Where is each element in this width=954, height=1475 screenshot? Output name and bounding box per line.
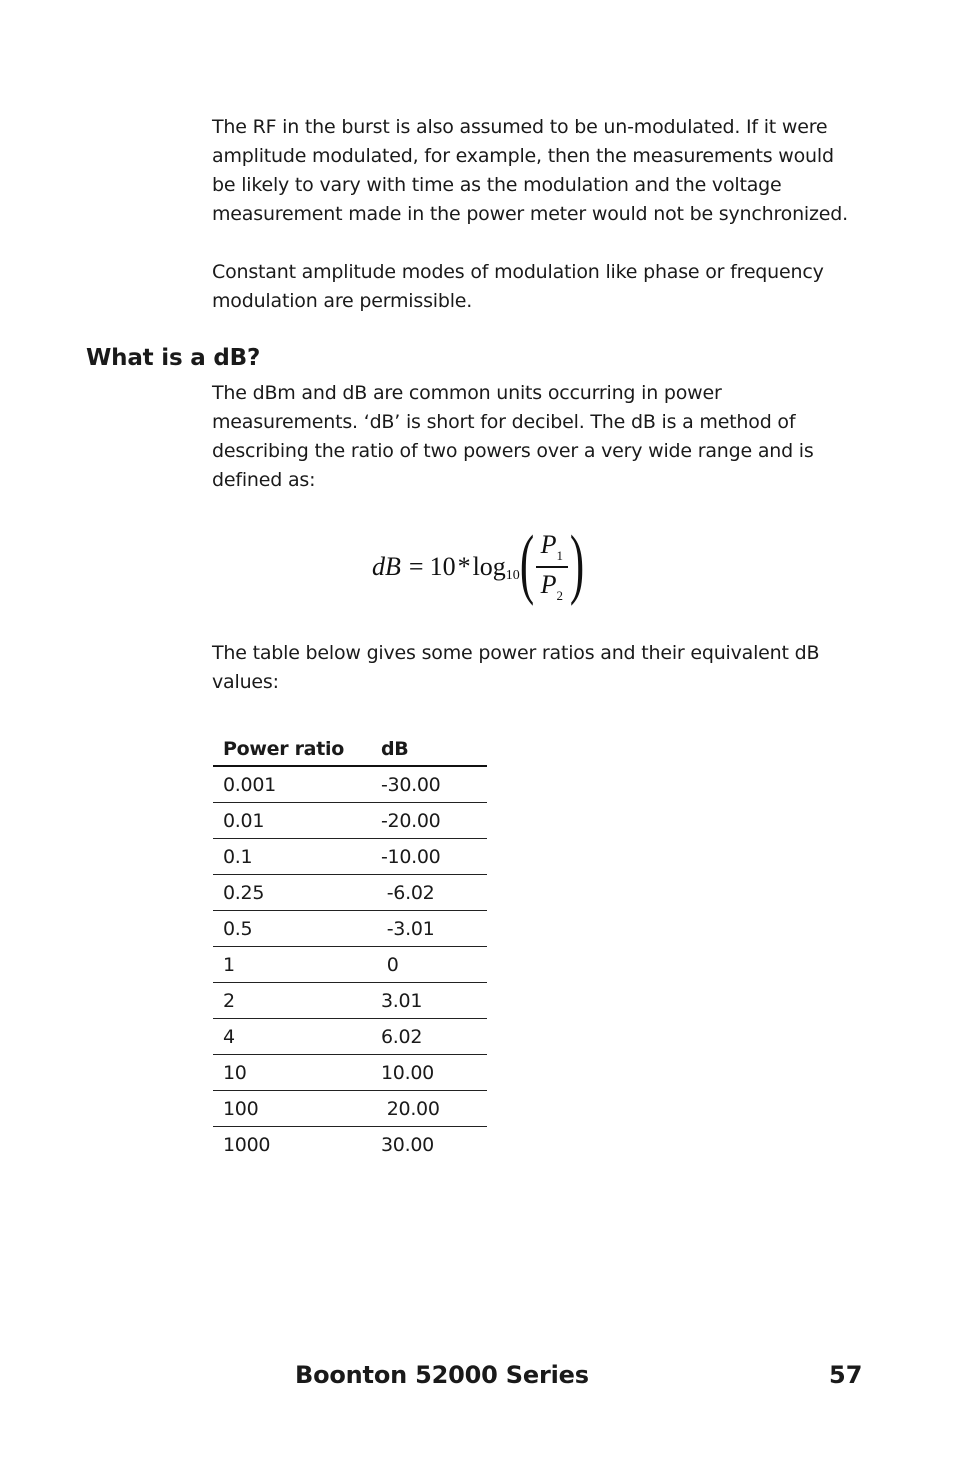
power-ratio-cell: 0.5 [213, 911, 381, 947]
formula-numerator: $P_1$ [540, 530, 563, 564]
formula-lhs: dB [372, 552, 401, 581]
formula-right-paren: ) [569, 519, 584, 606]
header-db: dB [381, 732, 487, 766]
power-ratio-cell: 100 [213, 1091, 381, 1127]
power-ratio-cell: 1000 [223, 1133, 271, 1156]
table-row [213, 766, 487, 803]
power-ratio-cell: 2 [213, 983, 381, 1019]
intro-paragraph-rf-burst: The RF in the burst is also assumed to be un-modulated. If it were amplitude modulated, for example, then the measurements would be likely to vary with time as the modulation and the voltage measurement made in the power meter would not be synchronized. [212, 116, 848, 225]
db-formula [372, 519, 584, 608]
formula-denominator: $P_2$ [540, 569, 563, 603]
table-row [213, 1091, 487, 1127]
formula-coefficient: 10 [429, 552, 456, 581]
power-ratio-cell: 0.01 [213, 803, 381, 839]
formula-log-base: 10 [505, 568, 520, 583]
formula-log: log [472, 552, 506, 581]
intro-paragraph-constant-amplitude: Constant amplitude modes of modulation like phase or frequency modulation are permissible. [212, 261, 824, 312]
db-value-cell: 30.00 [381, 1133, 434, 1156]
power-ratio-cell: 0.1 [213, 839, 381, 875]
formula-equals: = [408, 552, 424, 581]
power-ratio-cell: 0.25 [213, 875, 381, 911]
db-value-cell: -30.00 [381, 766, 487, 803]
section-heading: What is a dB? [86, 345, 261, 371]
footer-title: Boonton 52000 Series [295, 1361, 589, 1389]
power-ratio-cell: 4 [213, 1019, 381, 1055]
table-row [213, 803, 487, 839]
db-definition-paragraph: The dBm and dB are common units occurring in power measurements. ‘dB’ is short for decibel. The dB is a method of describing the ratio of two powers over a very wide range and is defined as: [212, 382, 814, 491]
db-value-cell: 10.00 [381, 1055, 487, 1091]
power-ratio-cell: 1 [213, 947, 381, 983]
table-row [213, 1055, 487, 1091]
table-intro-paragraph: The table below gives some power ratios and their equivalent dB values: [212, 642, 820, 693]
db-value-cell: -6.02 [381, 875, 487, 911]
power-ratio-cell: 10 [213, 1055, 381, 1091]
db-value-cell: 3.01 [381, 983, 487, 1019]
db-value-cell: -10.00 [381, 839, 487, 875]
formula-left-paren: ( [519, 519, 534, 606]
table-row [213, 911, 487, 947]
table-body [213, 766, 487, 1162]
header-power-ratio: Power ratio [213, 732, 381, 766]
page-number: 57 [829, 1361, 863, 1389]
table-header-row [213, 732, 487, 766]
db-value-cell: 6.02 [381, 1019, 487, 1055]
table-row [213, 1019, 487, 1055]
table-row [213, 1127, 487, 1163]
db-value-cell: 20.00 [381, 1091, 487, 1127]
formula-fraction [536, 528, 568, 606]
formula-operator: * [457, 552, 471, 581]
table-row [213, 839, 487, 875]
db-value-cell: -20.00 [381, 803, 487, 839]
table-row [213, 983, 487, 1019]
db-value-cell: -3.01 [381, 911, 487, 947]
power-ratio-table [213, 732, 487, 1162]
db-value-cell: 0 [381, 947, 487, 983]
table-row [213, 875, 487, 911]
power-ratio-cell: 0.001 [213, 766, 381, 803]
table-row [213, 947, 487, 983]
